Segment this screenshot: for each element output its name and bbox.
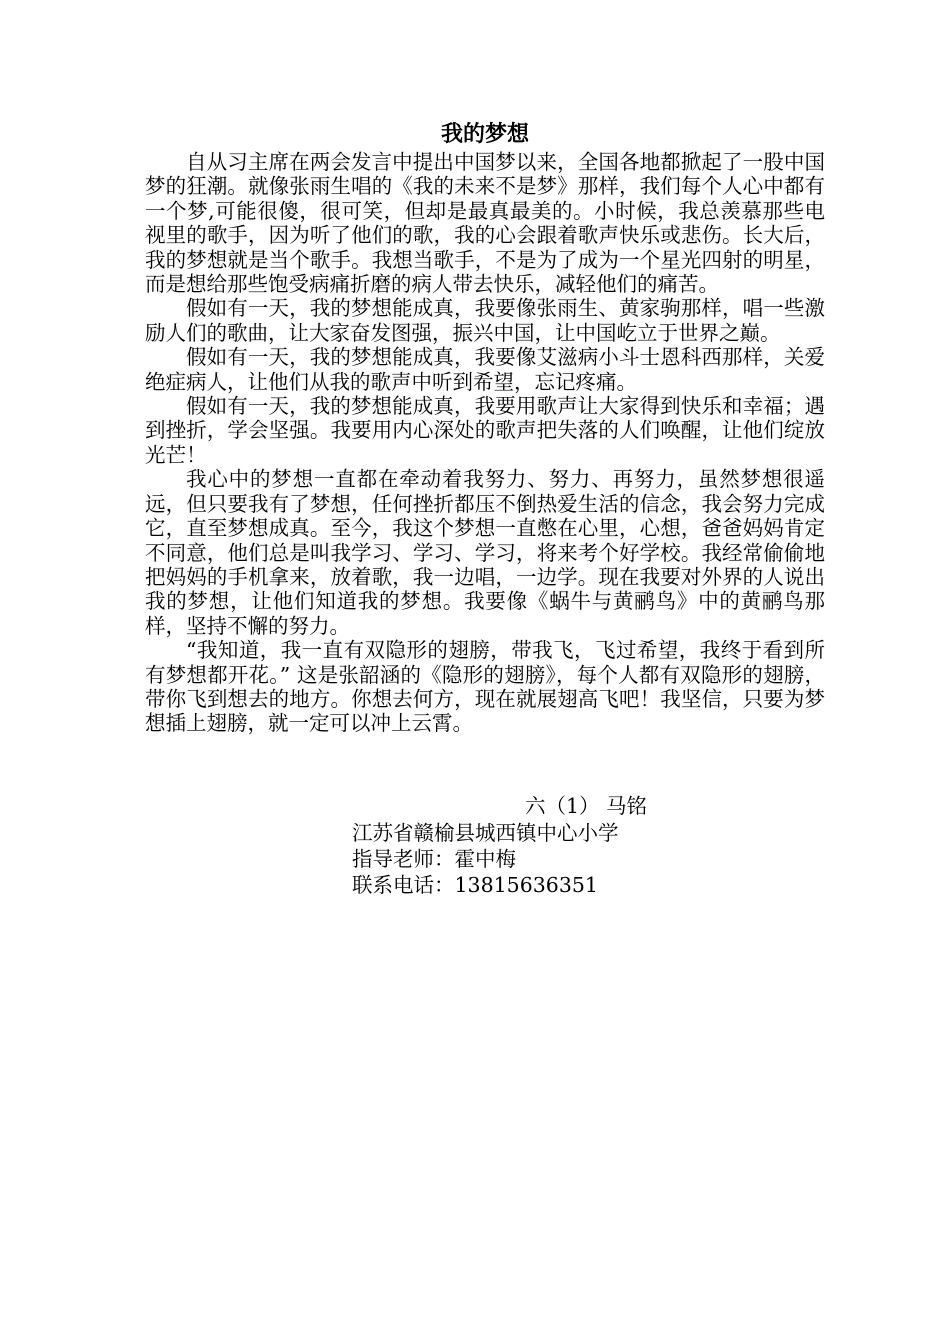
paragraph-5: 我心中的梦想一直都在牵动着我努力、努力、再努力，虽然梦想很遥远，但只要我有了梦想，任何挫折都压不倒热爱生活的信念，我会努力完成它，直至梦想成真。至今，我这个梦想一直憋在心里，心想，爸爸妈妈肯定不同意，他们总是叫我学习、学习、学习，将来考个好学校。我经常偷偷地把妈妈的手机拿来，放着歌，我一边唱，一边学。现在我要对外界的人说出我的梦想，让他们知道我的梦想。我要像《蜗牛与黄鹂鸟》中的黄鹂鸟那样，坚持不懈的努力。	[145, 467, 825, 638]
document-title: 我的梦想	[440, 122, 529, 147]
paragraph-2: 假如有一天，我的梦想能成真，我要像张雨生、黄家驹那样，唱一些激励人们的歌曲，让大家奋发图强，振兴中国，让中国屹立于世界之巅。	[145, 296, 825, 345]
signature-class-author: 六（1） 马铭	[525, 794, 648, 818]
paragraph-3: 假如有一天，我的梦想能成真，我要像艾滋病小斗士恩科西那样，关爱绝症病人，让他们从我的歌声中听到希望，忘记疼痛。	[145, 345, 825, 394]
paragraph-1: 自从习主席在两会发言中提出中国梦以来，全国各地都掀起了一股中国梦的狂潮。就像张雨生唱的《我的未来不是梦》那样，我们每个人心中都有一个梦,可能很傻，很可笑，但却是最真最美的。小时候，我总羡慕那些电视里的歌手，因为听了他们的歌，我的心会跟着歌声快乐或悲伤。长大后，我的梦想就是当个歌手。我想当歌手，不是为了成为一个星光四射的明星，而是想给那些饱受病痛折磨的病人带去快乐，减轻他们的痛苦。	[145, 150, 825, 297]
signature-school: 江苏省赣榆县城西镇中心小学	[352, 821, 619, 845]
document-page	[145, 120, 825, 897]
paragraph-6: “我知道，我一直有双隐形的翅膀，带我飞，飞过希望，我终于看到所有梦想都开花。” 这是张韶涵的《隐形的翅膀》，每个人都有双隐形的翅膀，带你飞到想去的地方。你想去何方，现在就展翅高飞吧！我坚信，只要为梦想插上翅膀，就一定可以冲上云霄。	[145, 638, 825, 736]
signature-phone: 联系电话：13815636351	[352, 873, 598, 897]
signature-block	[352, 820, 619, 898]
paragraph-4: 假如有一天，我的梦想能成真，我要用歌声让大家得到快乐和幸福；遇到挫折，学会坚强。我要用内心深处的歌声把失落的人们唤醒，让他们绽放光芒！	[145, 394, 825, 467]
signature-teacher: 指导老师：霍中梅	[352, 847, 516, 871]
